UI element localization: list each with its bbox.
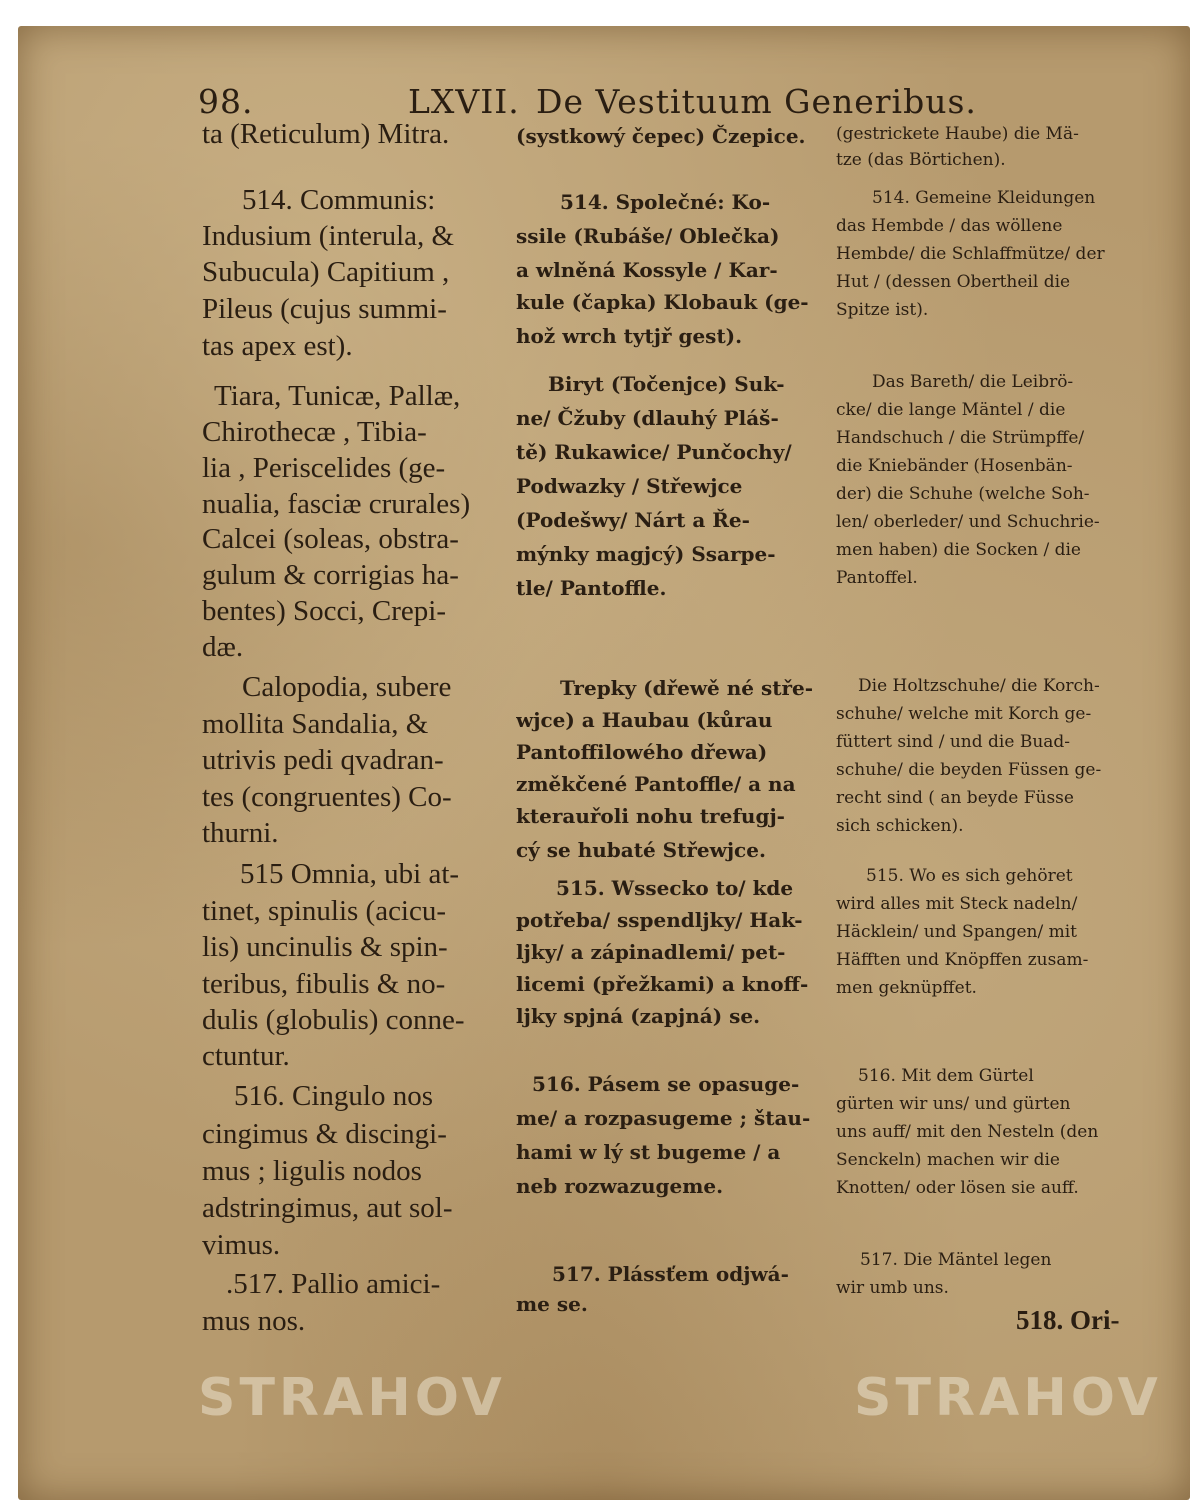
latin-line: Subucula) Capitium ,: [202, 256, 450, 288]
latin-line: nualia, fasciæ crurales): [202, 488, 471, 520]
german-line: men geknüpffet.: [836, 978, 977, 998]
czech-line: wjce) a Haubau (kůrau: [516, 708, 773, 732]
german-line: Hut / (dessen Obertheil die: [836, 272, 1071, 292]
german-line: wird alles mit Steck nadeln/: [836, 894, 1078, 914]
section-number: LXVII.: [408, 82, 520, 121]
german-line: Handschuch / die Strümpffe/: [836, 428, 1085, 448]
latin-line: .517. Pallio amici-: [226, 1268, 441, 1300]
latin-line: thurni.: [202, 817, 279, 849]
german-line: Die Holtzschuhe/ die Korch-: [858, 676, 1100, 696]
german-line: (gestrickete Haube) die Mä-: [836, 124, 1079, 144]
czech-line: Podwazky / Střewjce: [516, 474, 743, 498]
german-line: füttert sind / und die Buad-: [836, 732, 1071, 752]
german-line: schuhe/ die beyden Füssen ge-: [836, 760, 1102, 780]
czech-line: licemi (přežkami) a knoff-: [516, 972, 809, 996]
german-line: Pantoffel.: [836, 568, 918, 588]
latin-line: cingimus & discingi-: [202, 1118, 447, 1150]
latin-line: Calcei (soleas, obstra-: [202, 523, 459, 555]
german-line: cke/ die lange Mäntel / die: [836, 400, 1066, 420]
czech-line: ssile (Rubáše/ Oblečka): [516, 224, 780, 248]
german-line: men haben) die Socken / die: [836, 540, 1081, 560]
latin-line: Pileus (cujus summi-: [202, 293, 447, 325]
german-line: gürten wir uns/ und gürten: [836, 1094, 1071, 1114]
czech-line: Biryt (Točenjce) Suk-: [548, 372, 785, 396]
czech-line: me se.: [516, 1292, 588, 1316]
german-line: Hembde/ die Schlaffmütze/ der: [836, 244, 1105, 264]
latin-line: Chirothecæ , Tibia-: [202, 416, 427, 448]
library-stamp-left: STRAHOV: [198, 1368, 506, 1428]
german-line: 517. Die Mäntel legen: [860, 1250, 1052, 1270]
czech-line: hož wrch tytjř gest).: [516, 324, 743, 348]
czech-line: kule (čapka) Klobauk (ge-: [516, 290, 809, 314]
latin-line: ta (Reticulum) Mitra.: [202, 118, 450, 150]
czech-line: mýnky magjcý) Ssarpe-: [516, 542, 776, 566]
czech-line: 515. Wssecko to/ kde: [556, 876, 794, 900]
latin-line: tinet, spinulis (acicu-: [202, 895, 447, 927]
latin-line: mollita Sandalia, &: [202, 708, 429, 740]
german-line: tze (das Börtichen).: [836, 150, 1006, 170]
czech-line: tě) Rukawice/ Punčochy/: [516, 440, 792, 464]
czech-line: potřeba/ sspendljky/ Hak-: [516, 908, 803, 932]
latin-line: dæ.: [202, 631, 244, 663]
german-column: [836, 124, 1141, 1304]
german-line: uns auff/ mit den Nesteln (den: [836, 1122, 1099, 1142]
czech-line: 517. Plássťem odjwá-: [552, 1262, 789, 1286]
latin-line: utrivis pedi qvadran-: [202, 744, 444, 776]
german-line: Spitze ist).: [836, 300, 929, 320]
latin-line: 514. Communis:: [242, 184, 436, 216]
latin-line: mus ; ligulis nodos: [202, 1155, 422, 1187]
latin-line: Indusium (interula, &: [202, 220, 455, 252]
library-stamp-right: STRAHOV: [854, 1368, 1162, 1428]
latin-line: mus nos.: [202, 1305, 306, 1337]
czech-line: neb rozwazugeme.: [516, 1174, 724, 1198]
latin-line: adstringimus, aut sol-: [202, 1192, 453, 1224]
catchword: 518. Ori-: [1016, 1305, 1120, 1335]
czech-line: 516. Pásem se opasuge-: [532, 1072, 800, 1096]
latin-line: Tiara, Tunicæ, Pallæ,: [214, 380, 461, 412]
latin-line: dulis (globulis) conne-: [202, 1004, 465, 1036]
german-line: 516. Mit dem Gürtel: [858, 1066, 1034, 1086]
german-line: 514. Gemeine Kleidungen: [872, 188, 1096, 208]
czech-column: [516, 124, 826, 1324]
latin-line: tes (congruentes) Co-: [202, 781, 452, 813]
czech-line: me/ a rozpasugeme ; štau-: [516, 1106, 811, 1130]
german-line: wir umb uns.: [836, 1278, 949, 1298]
german-line: der) die Schuhe (welche Soh-: [836, 484, 1090, 504]
german-line: die Kniebänder (Hosenbän-: [836, 456, 1073, 476]
page-number: 98.: [198, 82, 254, 121]
german-line: schuhe/ welche mit Korch ge-: [836, 704, 1092, 724]
latin-line: gulum & corrigias ha-: [202, 559, 459, 591]
german-line: Häfften und Knöpffen zusam-: [836, 950, 1089, 970]
latin-line: Calopodia, subere: [242, 671, 452, 703]
czech-line: cý se hubaté Střewjce.: [516, 838, 766, 862]
czech-line: hami w lý st bugeme / a: [516, 1140, 781, 1164]
czech-line: a wlněná Kossyle / Kar-: [516, 258, 778, 282]
czech-line: 514. Společné: Ko-: [560, 190, 771, 214]
latin-line: vimus.: [202, 1229, 281, 1261]
latin-line: lia , Periscelides (ge-: [202, 452, 446, 484]
czech-line: (systkowý čepec) Čzepice.: [516, 124, 806, 148]
czech-line: kterauřoli nohu trefugj-: [516, 804, 785, 828]
latin-line: bentes) Socci, Crepi-: [202, 595, 447, 627]
german-line: 515. Wo es sich gehöret: [866, 866, 1073, 886]
german-line: Häcklein/ und Spangen/ mit: [836, 922, 1078, 942]
czech-line: Pantoffilowého dřewa): [516, 740, 768, 764]
czech-line: Trepky (dřewě né stře-: [560, 676, 814, 700]
czech-line: tle/ Pantoffle.: [516, 576, 667, 600]
german-line: Senckeln) machen wir die: [836, 1150, 1060, 1170]
czech-line: změkčené Pantoffle/ a na: [516, 772, 796, 796]
latin-line: tas apex est).: [202, 330, 353, 362]
german-line: len/ oberleder/ und Schuchrie-: [836, 512, 1100, 532]
latin-line: teribus, fibulis & no-: [202, 968, 446, 1000]
latin-line: lis) uncinulis & spin-: [202, 931, 448, 963]
german-line: Das Bareth/ die Leibrö-: [872, 372, 1074, 392]
czech-line: (Podešwy/ Nárt a Ře-: [516, 508, 750, 532]
czech-line: ljky/ a zápinadlemi/ pet-: [516, 940, 786, 964]
czech-line: ne/ Čžuby (dlauhý Pláš-: [516, 406, 779, 430]
latin-line: 516. Cingulo nos: [234, 1080, 433, 1112]
german-line: recht sind ( an beyde Füsse: [836, 788, 1074, 808]
page-header: [198, 82, 998, 122]
czech-line: ljky spjná (zapjná) se.: [516, 1004, 761, 1028]
german-line: Knotten/ oder lösen sie auff.: [836, 1178, 1079, 1198]
latin-column: [202, 118, 512, 1348]
german-line: das Hembde / das wöllene: [836, 216, 1063, 236]
section-title: De Vestituum Generibus.: [536, 82, 977, 121]
latin-line: ctuntur.: [202, 1040, 290, 1072]
latin-line: 515 Omnia, ubi at-: [240, 858, 460, 890]
german-line: sich schicken).: [836, 816, 964, 836]
